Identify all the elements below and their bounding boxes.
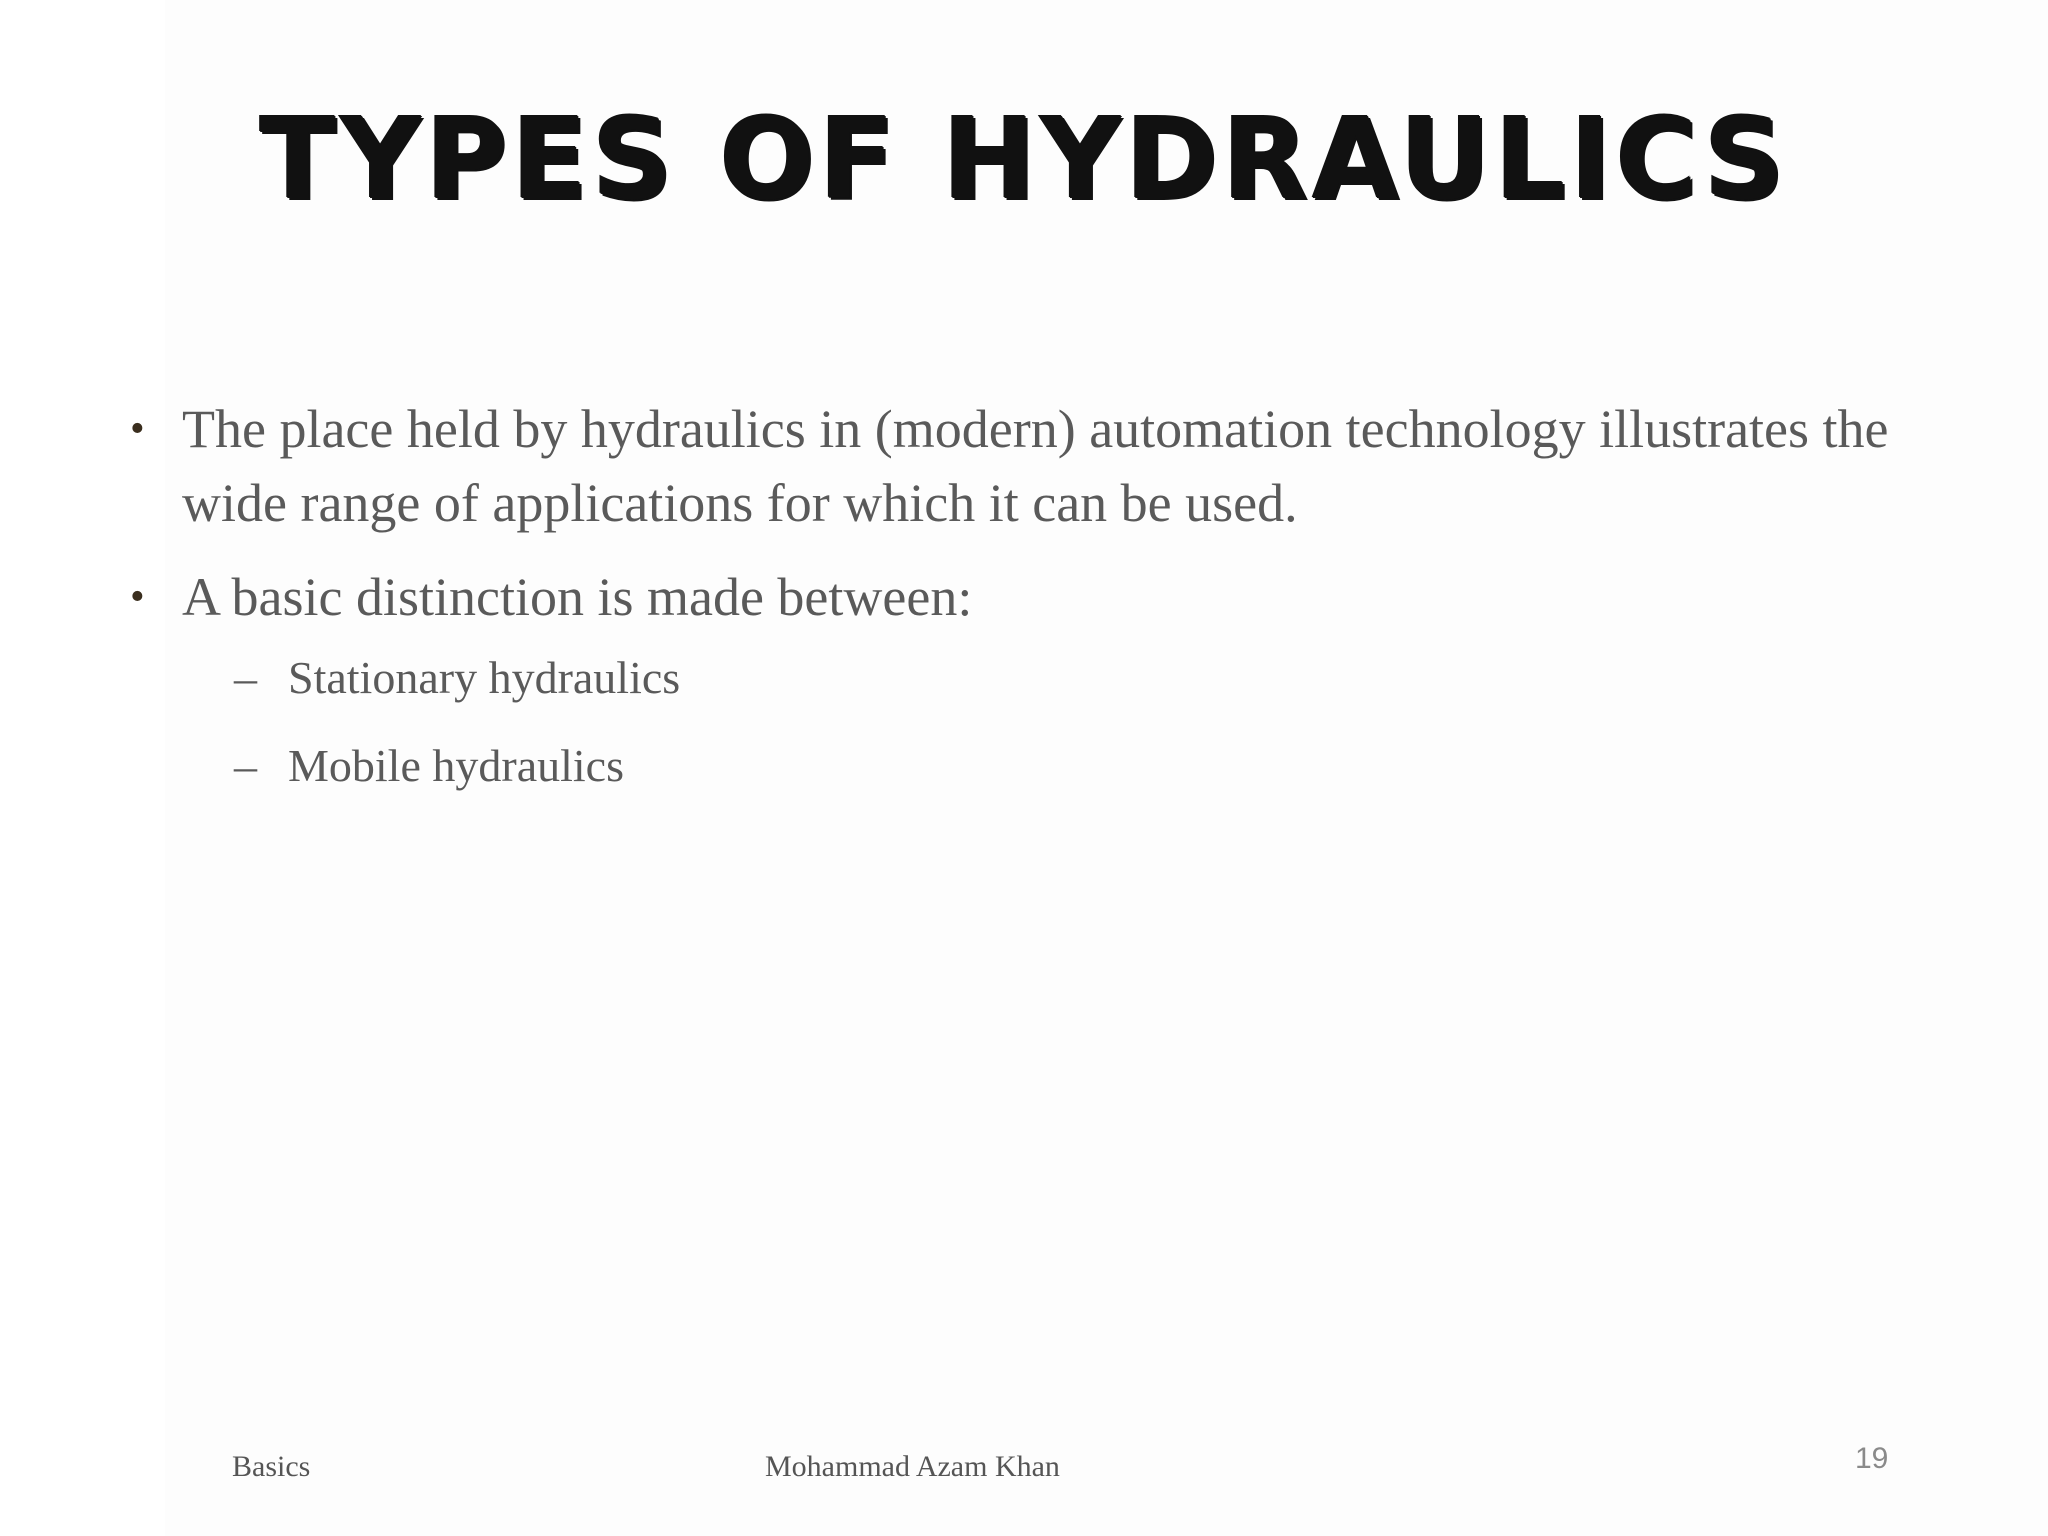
bullet-marker: •	[130, 574, 145, 620]
sub-bullet-item	[234, 736, 1950, 796]
sub-bullet-text: Stationary hydraulics	[288, 652, 681, 703]
footer-author: Mohammad Azam Khan	[765, 1450, 1060, 1483]
bullet-item	[130, 392, 1950, 540]
sub-bullet-text: Mobile hydraulics	[288, 740, 624, 791]
bullet-marker: •	[130, 406, 145, 452]
slide-number: 19	[1855, 1442, 1889, 1475]
bullet-item	[130, 560, 1950, 796]
bullet-text: A basic distinction is made between:	[182, 567, 973, 627]
sub-bullet-marker: –	[234, 652, 257, 703]
sub-bullet-list	[182, 648, 1950, 796]
footer-section-label: Basics	[232, 1450, 311, 1483]
bullet-list	[130, 392, 1950, 824]
slide-title: TYPES OF HYDRAULICS	[259, 95, 1789, 225]
bullet-text: The place held by hydraulics in (modern) automation technology illustrates the wide range of applications for which it can be used.	[182, 399, 1889, 533]
sub-bullet-marker: –	[234, 740, 257, 791]
sub-bullet-item	[234, 648, 1950, 708]
